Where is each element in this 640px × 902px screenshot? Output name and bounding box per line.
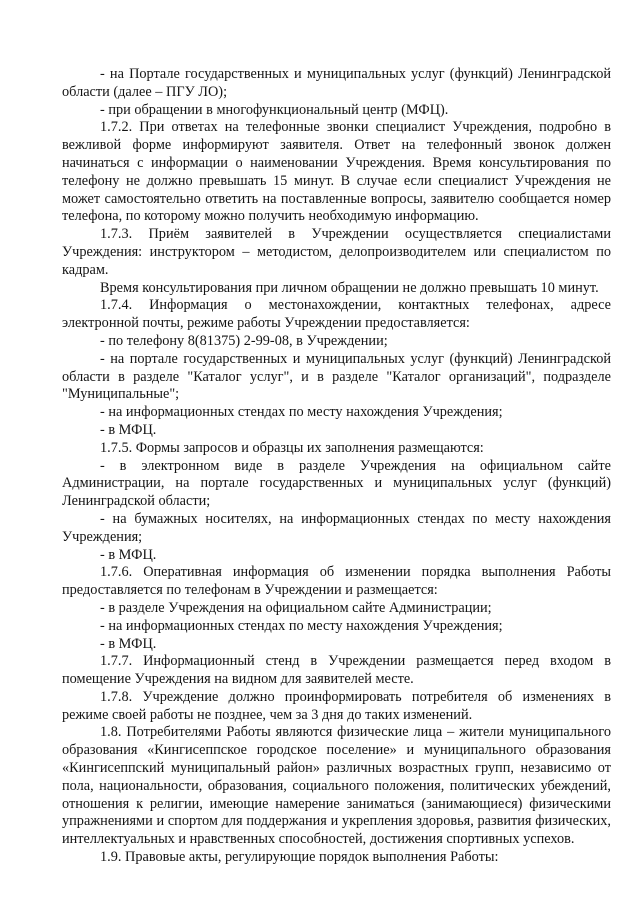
paragraph: 1.7.2. При ответах на телефонные звонки специалист Учреждения, подробно в вежливой форме информируют заявителя. Ответ на телефонный звонок должен начинаться с информации о наименовании Учреждения. Время консультирования по телефону не должно превышать 15 минут. В случае если специалист Учреждения не может самостоятельно ответить на поставленные вопросы, заявителю сообщается номер телефона, по которому можно получить необходимую информацию.: [62, 119, 611, 225]
paragraph: - на информационных стендах по месту нахождения Учреждения;: [100, 404, 503, 421]
paragraph: 1.7.5. Формы запросов и образцы их заполнения размещаются:: [100, 439, 484, 456]
paragraph: - на портале государственных и муниципальных услуг (функций) Ленинградской области в разделе "Каталог услуг", и в разделе "Каталог организаций", подразделе "Муниципальные";: [62, 350, 611, 403]
paragraph: - на Портале государственных и муниципальных услуг (функций) Ленинградской области (далее – ПГУ ЛО);: [62, 66, 611, 100]
paragraph: - по телефону 8(81375) 2-99-08, в Учреждении;: [100, 332, 388, 349]
paragraph: 1.7.6. Оперативная информация об изменении порядка выполнения Работы предоставляется по телефонам в Учреждении и размещается:: [62, 564, 611, 599]
paragraph: 1.9. Правовые акты, регулирующие порядок выполнения Работы:: [100, 849, 499, 866]
paragraph: - при обращении в многофункциональный центр (МФЦ).: [100, 101, 449, 118]
paragraph: 1.7.4. Информация о местонахождении, контактных телефонах, адресе электронной почты, режиме работы Учреждении предоставляется:: [62, 297, 611, 332]
paragraph: - в разделе Учреждения на официальном сайте Администрации;: [100, 599, 492, 616]
paragraph: - в МФЦ.: [100, 635, 157, 652]
paragraph: 1.7.8. Учреждение должно проинформировать потребителя об изменениях в режиме своей работы не позднее, чем за 3 дня до таких изменений.: [62, 688, 611, 723]
paragraph: - в МФЦ.: [100, 421, 157, 438]
paragraph: - на бумажных носителях, на информационных стендах по месту нахождения Учреждения;: [62, 510, 611, 545]
paragraph: Время консультирования при личном обращении не должно превышать 10 минут.: [100, 279, 599, 296]
paragraph: 1.8. Потребителями Работы являются физические лица – жители муниципального образования «Кингисеппское городское поселение» и муниципального образования «Кингисеппский муниципальный район» различных возрастных групп, независимо от пола, национальности, образования, социального положения, политических убеждений, отношения к религии, имеющие намерение заниматься (занимающиеся) физическими упражнениями и спортом для поддержания и укрепления здоровья, развития физических, интеллектуальных и нравственных способностей, достижения спортивных успехов.: [62, 724, 611, 848]
paragraph: - в электронном виде в разделе Учреждения на официальном сайте Администрации, на портале государственных и муниципальных услуг (функций) Ленинградской области;: [62, 457, 611, 510]
document-body: [62, 66, 611, 867]
paragraph: 1.7.7. Информационный стенд в Учреждении размещается перед входом в помещение Учреждения на видном для заявителей месте.: [62, 653, 611, 688]
paragraph: - в МФЦ.: [100, 546, 157, 563]
paragraph: - на информационных стендах по месту нахождения Учреждения;: [100, 617, 503, 634]
paragraph: 1.7.3. Приём заявителей в Учреждении осуществляется специалистами Учреждения: инструктором – методистом, делопроизводителем или специалистом по кадрам.: [62, 226, 611, 278]
